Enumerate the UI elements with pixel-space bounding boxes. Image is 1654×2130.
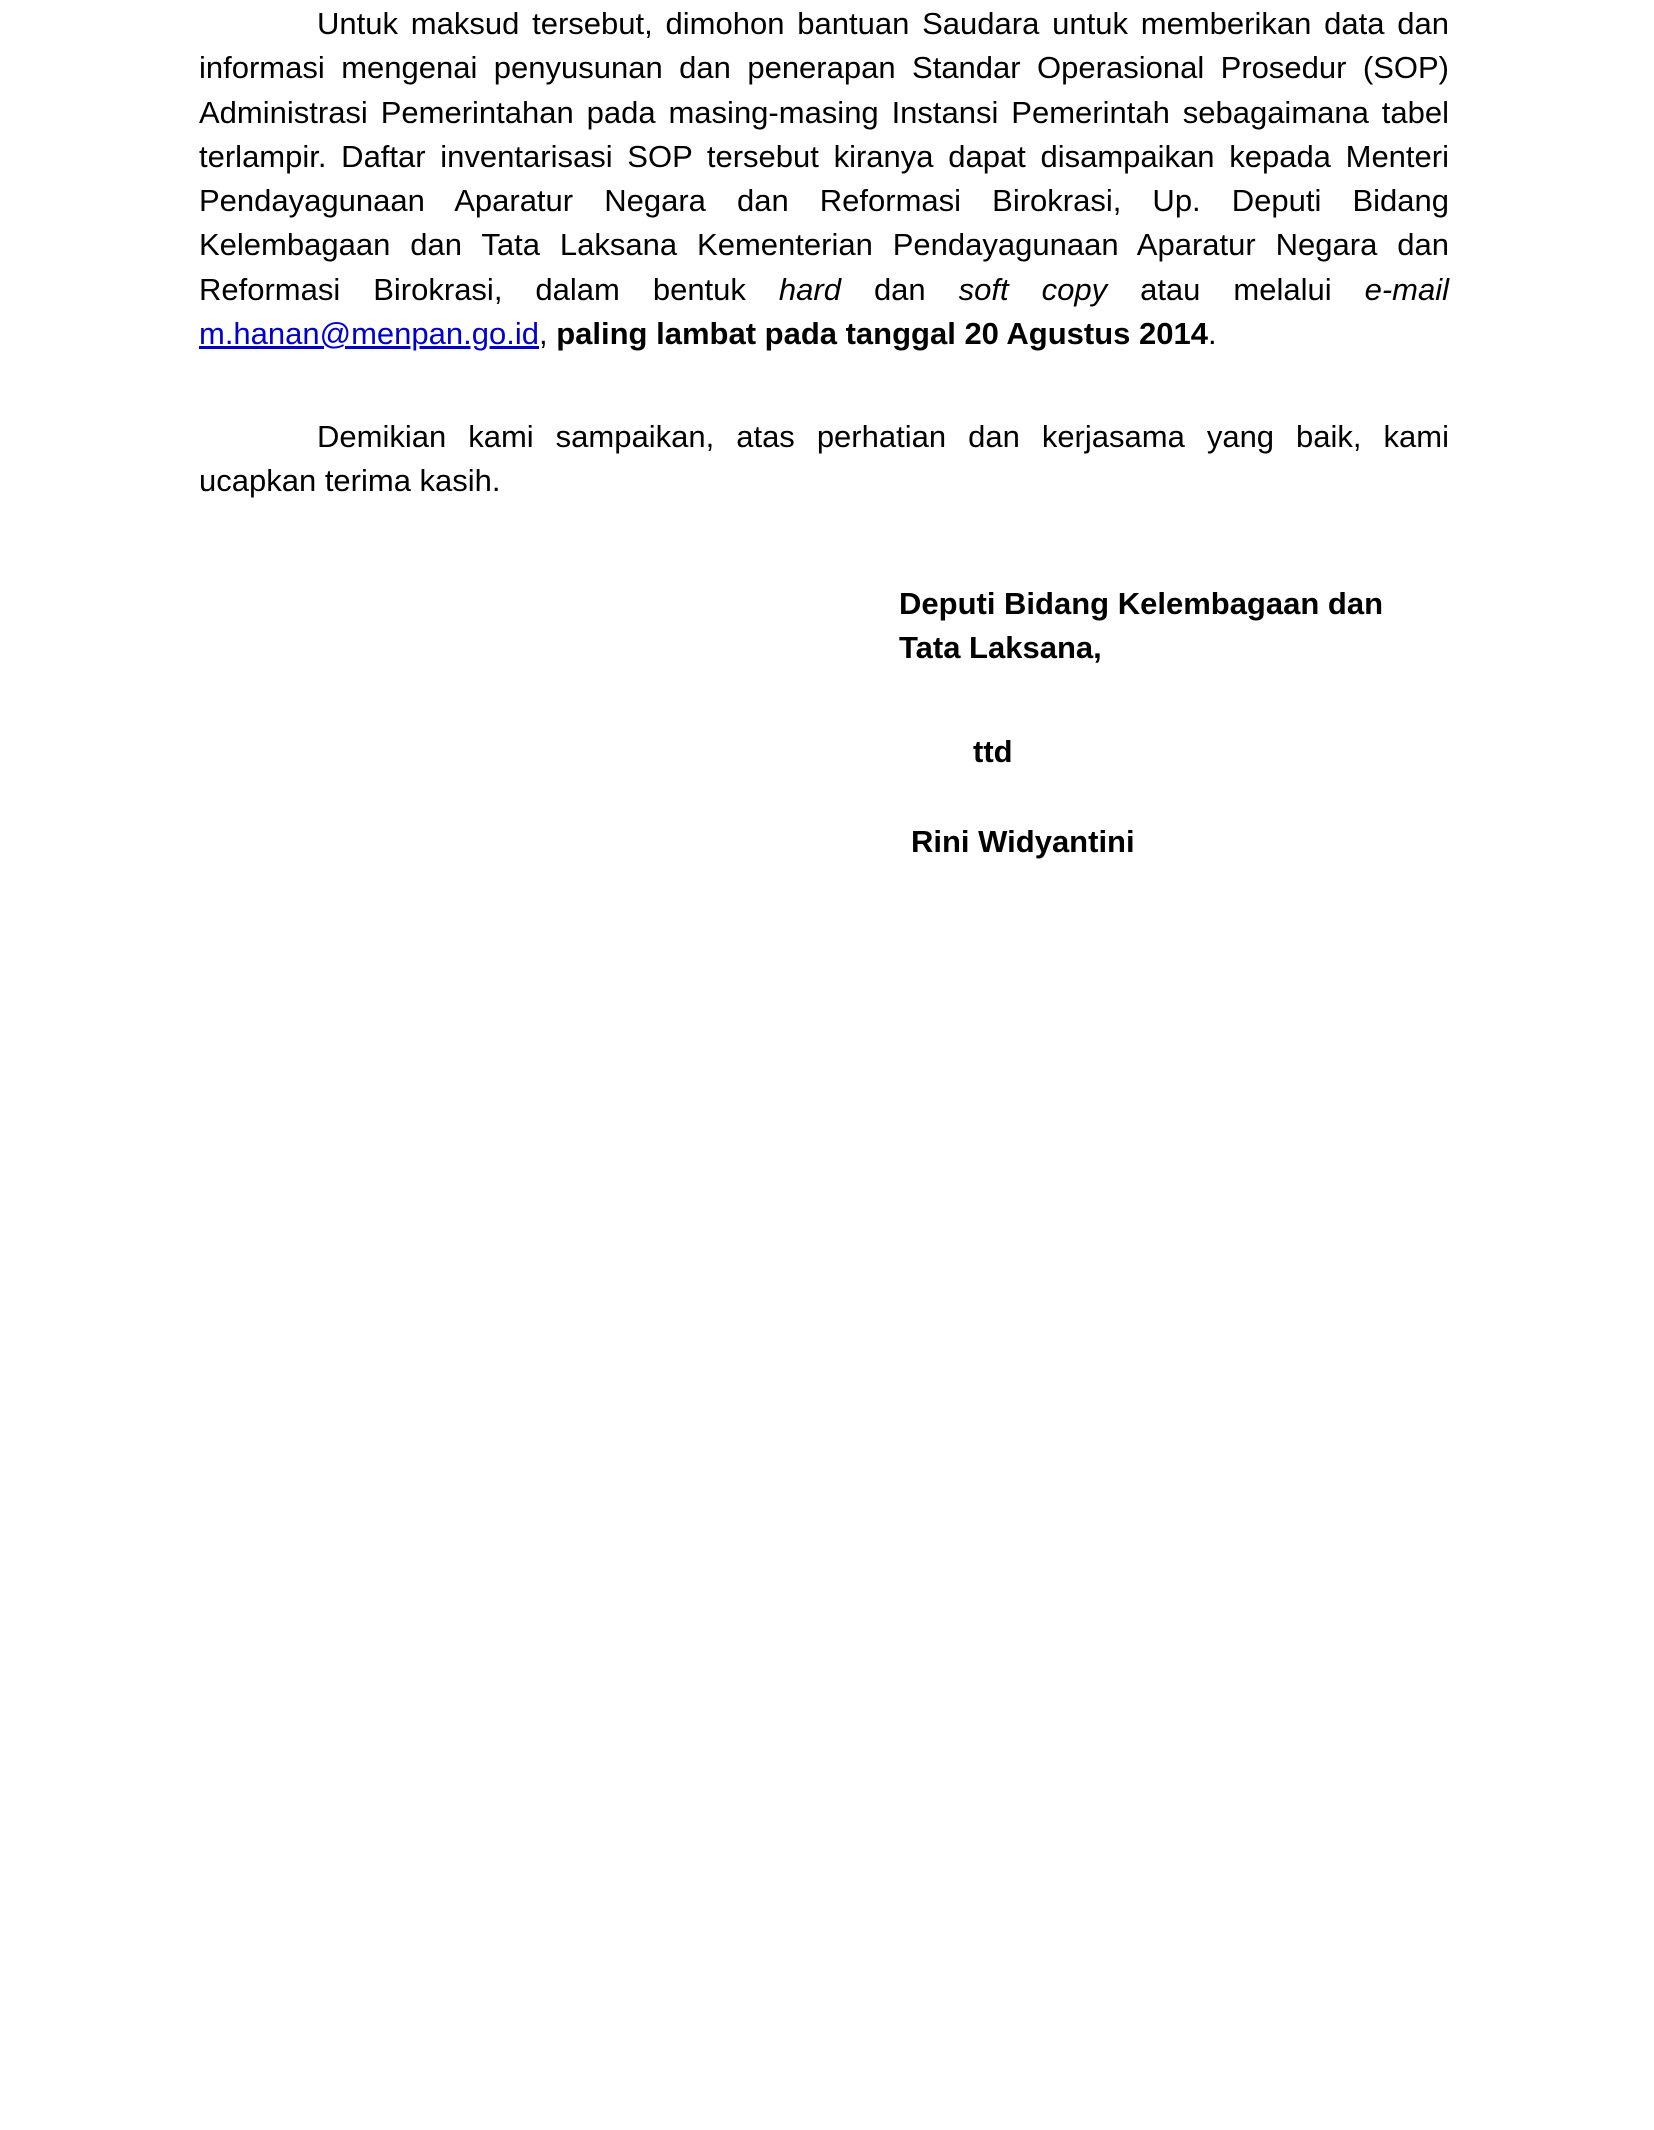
signatory-name: Rini Widyantini xyxy=(911,824,1135,859)
paragraph-closing-text: Demikian kami sampaikan, atas perhatian dan kerjasama yang baik, kami ucapkan terima kasih. xyxy=(199,419,1449,499)
signature-title-line2: Tata Laksana, xyxy=(899,630,1102,665)
italic-hard: hard xyxy=(778,271,841,307)
italic-soft-copy: soft copy xyxy=(958,271,1108,307)
paragraph-request-text-c: atau melalui xyxy=(1107,271,1365,307)
paragraph-closing xyxy=(199,415,1449,504)
paragraph-request-text-a: Untuk maksud tersebut, dimohon bantuan Saudara untuk memberikan data dan informasi mengenai penyusunan dan penerapan Standar Operasional Prosedur (SOP) Administrasi Pemerintahan pada masing-masing Instansi Pemerintah sebagaimana tabel terlampir. Daftar inventarisasi SOP tersebut kiranya dapat disampaikan kepada Menteri Pendayagunaan Aparatur Negara dan Reformasi Birokrasi, Up. Deputi Bidang Kelembagaan dan Tata Laksana Kementerian Pendayagunaan Aparatur Negara dan Reformasi Birokrasi, dalam bentuk xyxy=(199,6,1449,307)
signature-ttd: ttd xyxy=(973,734,1013,769)
paragraph-request-text-e: , xyxy=(538,316,557,352)
paragraph-request-text-b: dan xyxy=(840,271,959,307)
deadline-text: paling lambat pada tanggal 20 Agustus 2014 xyxy=(556,316,1208,352)
signature-title xyxy=(899,582,1383,670)
email-link[interactable]: m.hanan@menpan.go.id xyxy=(199,316,539,352)
italic-email-label: e-mail xyxy=(1364,271,1449,307)
signature-title-line1: Deputi Bidang Kelembagaan dan xyxy=(899,586,1384,621)
paragraph-request-text-f: . xyxy=(1207,316,1217,352)
paragraph-request xyxy=(199,2,1449,356)
